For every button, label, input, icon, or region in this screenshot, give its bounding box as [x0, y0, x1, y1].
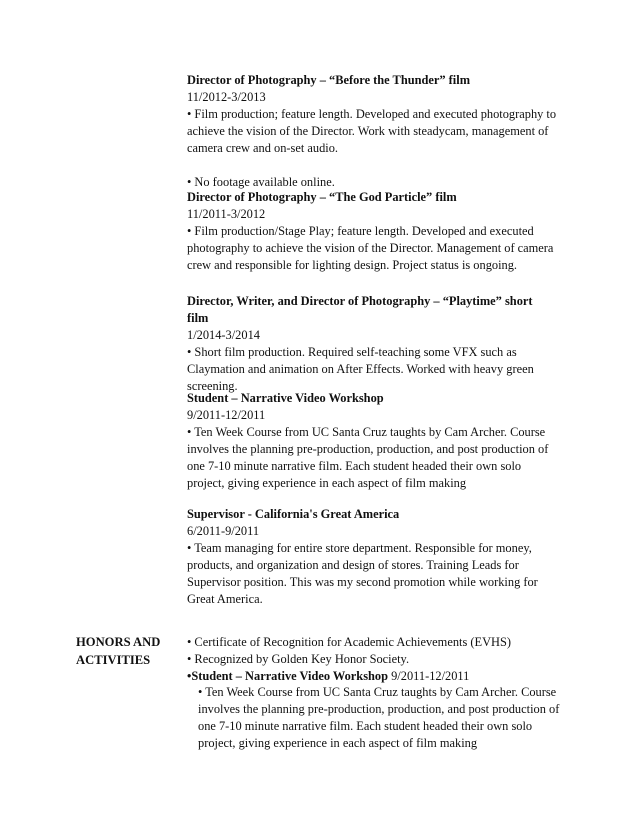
entry-title: Director of Photography – “Before the Thunder” film [187, 73, 471, 87]
entry-narrative-workshop [187, 390, 582, 493]
entry-line: project, giving experience in each aspect of film making [187, 476, 467, 491]
entry-line: camera crew and on-set audio. [187, 141, 339, 156]
workshop-title: •Student – Narrative Video Workshop [187, 668, 389, 683]
honor-item: • Certificate of Recognition for Academic Achievements (EVHS) [187, 635, 511, 649]
workshop-line: involves the planning pre-production, production, and post production of [198, 702, 560, 717]
entry-line: Claymation and animation on After Effects. Worked with heavy green [187, 362, 534, 377]
entry-playtime [187, 293, 582, 396]
entry-title-cont: film [187, 311, 209, 326]
entry-line: • Team managing for entire store department. Responsible for money, [187, 541, 532, 556]
entry-title: Director, Writer, and Director of Photography – “Playtime” short [187, 294, 533, 308]
entry-line: involves the planning pre-production, production, and post production of [187, 442, 549, 457]
honors-list [187, 634, 587, 752]
entry-line: • Ten Week Course from UC Santa Cruz taughts by Cam Archer. Course [187, 425, 546, 440]
workshop-dates: 9/2011-12/2011 [388, 668, 470, 683]
workshop-line: • Ten Week Course from UC Santa Cruz taughts by Cam Archer. Course [198, 685, 557, 700]
heading-line: HONORS AND [76, 635, 161, 649]
workshop-line: one 7-10 minute narrative film. Each student headed their own solo [198, 718, 533, 733]
entry-great-america [187, 506, 582, 609]
entry-dates: 11/2012-3/2013 [187, 90, 266, 105]
entry-line: • Film production; feature length. Developed and executed photography to [187, 107, 557, 122]
entry-dates: 1/2014-3/2014 [187, 328, 260, 343]
entry-dates: 11/2011-3/2012 [187, 207, 266, 222]
entry-line: • Short film production. Required self-teaching some VFX such as [187, 345, 517, 360]
entry-line: achieve the vision of the Director. Work with steadycam, management of [187, 124, 549, 139]
entry-god-particle [187, 189, 582, 274]
entry-title: Student – Narrative Video Workshop [187, 391, 384, 405]
entry-title: Director of Photography – “The God Particle” film [187, 190, 457, 204]
section-heading-honors [76, 634, 176, 669]
entry-line: Great America. [187, 592, 263, 607]
entry-title: Supervisor - California's Great America [187, 507, 400, 521]
entry-note: • No footage available online. [187, 175, 335, 190]
entry-line: photography to achieve the vision of the Director. Management of camera [187, 241, 554, 256]
entry-dates: 9/2011-12/2011 [187, 408, 266, 423]
entry-line: Supervisor position. This was my second promotion while working for [187, 575, 538, 590]
workshop-line: project, giving experience in each aspect of film making [198, 735, 478, 750]
honor-item-workshop [187, 668, 587, 685]
entry-line: products, and organization and design of stores. Training Leads for [187, 558, 519, 573]
entry-line: screening. [187, 379, 238, 394]
entry-line: one 7-10 minute narrative film. Each student headed their own solo [187, 459, 522, 474]
entry-line: crew and responsible for lighting design. Project status is ongoing. [187, 258, 518, 273]
entry-line: • Film production/Stage Play; feature length. Developed and executed [187, 224, 534, 239]
heading-line: ACTIVITIES [76, 652, 151, 667]
honor-item: • Recognized by Golden Key Honor Society. [187, 651, 410, 666]
entry-before-the-thunder [187, 72, 582, 192]
entry-dates: 6/2011-9/2011 [187, 524, 260, 539]
